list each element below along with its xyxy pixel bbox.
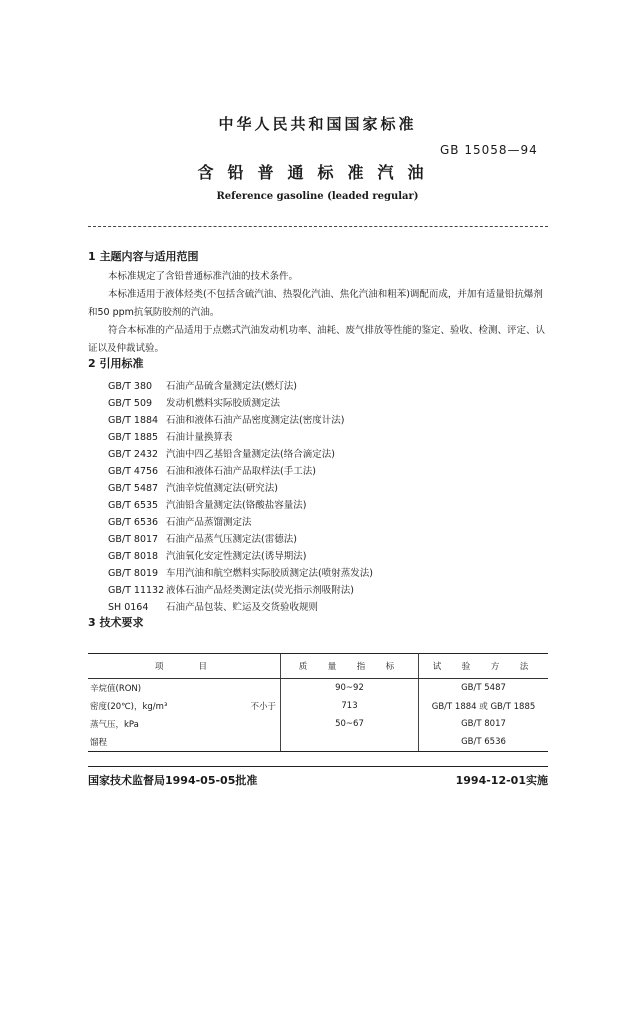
list-item — [108, 548, 548, 565]
ref-code: GB/T 6536 — [108, 517, 159, 528]
cell-item — [88, 697, 281, 715]
paragraph — [88, 286, 548, 322]
ref-name: 石油产品硫含量测定法(燃灯法) — [166, 381, 297, 392]
list-item — [108, 480, 548, 497]
header-item: 项 目 — [88, 654, 281, 679]
list-item — [108, 378, 548, 395]
ref-code: GB/T 1885 — [108, 432, 159, 443]
cell-value: 50~67 — [281, 715, 419, 733]
section-1-heading: 1 主题内容与适用范围 — [88, 250, 199, 263]
table-header-row — [88, 654, 548, 679]
list-item — [108, 565, 548, 582]
ref-code: GB/T 8019 — [108, 568, 159, 579]
table-row — [88, 679, 548, 698]
section-1-body — [88, 268, 548, 358]
cell-method: GB/T 1884 或 GB/T 1885 — [431, 702, 536, 712]
table-row — [88, 715, 548, 733]
item-label: 馏程 — [90, 738, 108, 748]
paragraph — [88, 268, 548, 286]
list-item — [108, 531, 548, 548]
ref-code: GB/T 2432 — [108, 449, 159, 460]
cell-method: GB/T 5487 — [461, 683, 506, 693]
ref-code: GB/T 509 — [108, 398, 153, 409]
item-label: 蒸气压，kPa — [90, 720, 139, 730]
item-qualifier: 不小于 — [250, 702, 276, 712]
list-item — [108, 395, 548, 412]
ref-name: 汽油氧化安定性测定法(诱导期法) — [166, 551, 307, 562]
header-quality: 质 量 指 标 — [281, 654, 419, 679]
cell-value: 713 — [281, 697, 419, 715]
english-title: Reference gasoline (leaded regular) — [216, 191, 419, 202]
cell-item — [88, 733, 281, 752]
table-row — [88, 697, 548, 715]
ref-code: GB/T 1884 — [108, 415, 159, 426]
list-item — [108, 429, 548, 446]
ref-code: GB/T 6535 — [108, 500, 159, 511]
ref-code: GB/T 5487 — [108, 483, 159, 494]
footer-divider — [88, 766, 548, 767]
ref-name: 发动机燃料实际胶质测定法 — [166, 398, 281, 409]
ref-name: 液体石油产品烃类测定法(荧光指示剂吸附法) — [166, 585, 354, 596]
specification-table — [88, 653, 548, 752]
paragraph-text: 符合本标准的产品适用于点燃式汽油发动机功率、油耗、废气排放等性能的鉴定、验收、检测、评定、认证以及仲裁试验。 — [88, 325, 546, 354]
cell-value: 90~92 — [281, 679, 419, 698]
table-row — [88, 733, 548, 752]
paragraph-text: 本标准规定了含铅普通标准汽油的技术条件。 — [108, 271, 299, 282]
ref-code: GB/T 8017 — [108, 534, 159, 545]
ref-name: 石油和液体石油产品取样法(手工法) — [166, 466, 316, 477]
paragraph-text: 本标准适用于液体烃类(不包括含硫汽油、热裂化汽油、焦化汽油和粗苯)调配而成，并加有适量铅抗爆剂和50 ppm抗氧防胶剂的汽油。 — [88, 289, 543, 318]
item-label: 密度(20℃)，kg/m³ — [90, 702, 168, 712]
item-label: 辛烷值(RON) — [90, 684, 142, 694]
section-2-heading: 2 引用标准 — [88, 357, 144, 370]
ref-name: 汽油铅含量测定法(铬酸盐容量法) — [166, 500, 307, 511]
approval-date: 国家技术监督局1994-05-05批准 — [88, 774, 258, 787]
header-method: 试 验 方 法 — [419, 654, 549, 679]
ref-code: GB/T 4756 — [108, 466, 159, 477]
standard-number: GB 15058—94 — [440, 143, 538, 157]
cell-value — [281, 733, 419, 752]
cell-method: GB/T 6536 — [419, 733, 549, 752]
list-item — [108, 582, 548, 599]
list-item — [108, 446, 548, 463]
ref-name: 汽油辛烷值测定法(研究法) — [166, 483, 278, 494]
ref-code: GB/T 8018 — [108, 551, 159, 562]
ref-code: SH 0164 — [108, 602, 149, 613]
issuing-organization: 中华人民共和国国家标准 — [218, 115, 417, 133]
list-item — [108, 497, 548, 514]
list-item — [108, 514, 548, 531]
reference-list — [108, 378, 548, 616]
cell-method: GB/T 8017 — [461, 719, 506, 729]
implementation-date: 1994-12-01实施 — [455, 774, 548, 787]
paragraph — [88, 322, 548, 358]
cell-item — [88, 715, 281, 733]
ref-name: 石油产品蒸气压测定法(雷德法) — [166, 534, 297, 545]
list-item — [108, 599, 548, 616]
document-title: 含铅普通标准汽油 — [197, 163, 438, 182]
ref-code: GB/T 11132 — [108, 585, 165, 596]
list-item — [108, 412, 548, 429]
ref-name: 石油产品包装、贮运及交货验收规则 — [166, 602, 319, 613]
ref-name: 车用汽油和航空燃料实际胶质测定法(喷射蒸发法) — [166, 568, 373, 579]
ref-name: 石油产品蒸馏测定法 — [166, 517, 252, 528]
list-item — [108, 463, 548, 480]
ref-name: 汽油中四乙基铅含量测定法(络合滴定法) — [166, 449, 335, 460]
ref-name: 石油和液体石油产品密度测定法(密度计法) — [166, 415, 345, 426]
ref-name: 石油计量换算表 — [166, 432, 233, 443]
ref-code: GB/T 380 — [108, 381, 153, 392]
section-3-heading: 3 技术要求 — [88, 616, 144, 629]
cell-item — [88, 679, 281, 698]
header-divider — [88, 226, 548, 227]
